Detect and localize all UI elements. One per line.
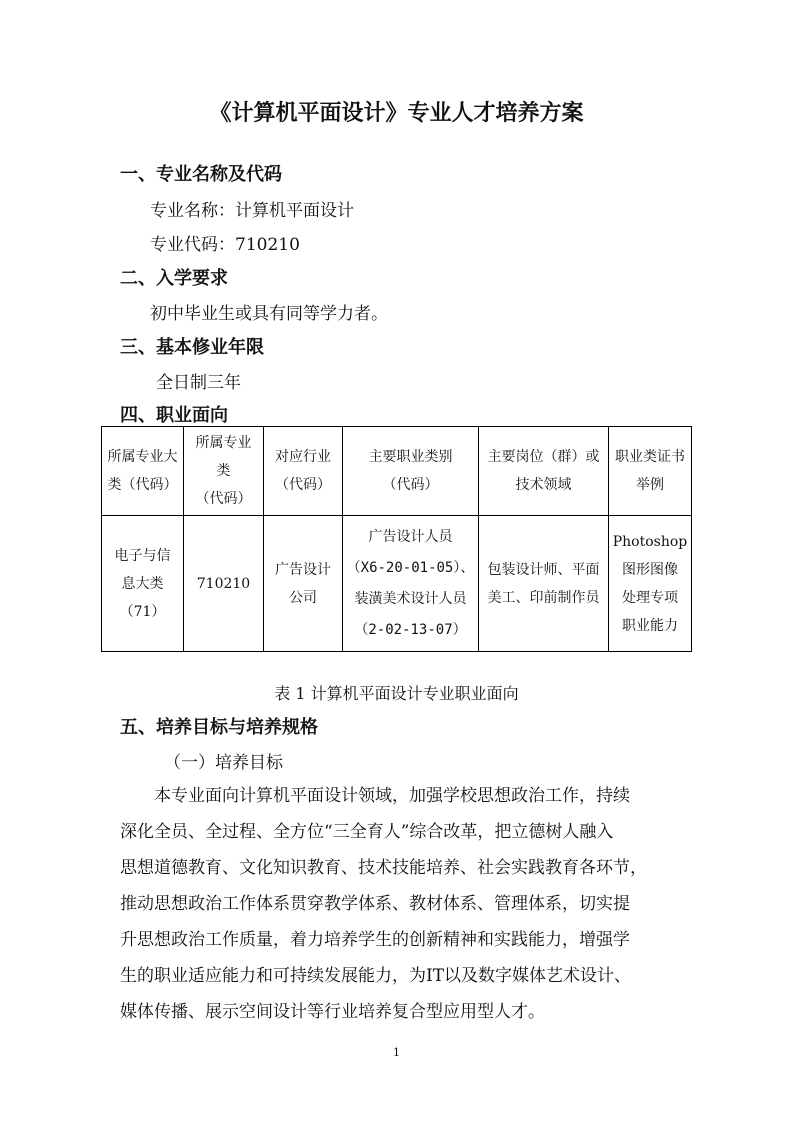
- header-cell: 主要岗位（群）或 技术领域: [479, 427, 609, 516]
- career-table: [101, 426, 692, 652]
- section-heading-goals: 五、培养目标与培养规格: [120, 717, 318, 738]
- duration-text: 全日制三年: [156, 373, 241, 393]
- paragraph-line: 媒体传播、展示空间设计等行业培养复合型应用型人才。: [120, 1002, 545, 1022]
- section-heading-career: 四、职业面向: [120, 405, 228, 426]
- page-number: 1: [393, 1046, 400, 1059]
- paragraph-line: 升思想政治工作质量，着力培养学生的创新精神和实践能力，增强学: [120, 930, 630, 950]
- header-cell: 所属专业 类 （代码）: [184, 427, 264, 516]
- table-cell: 广告设计人员 （X6-20-01-05）、 装潢美术设计人员 （2-02-13-07）: [343, 516, 479, 652]
- goals-paragraph: [120, 778, 680, 1030]
- table-cell: 包装设计师、平面 美工、印前制作员: [479, 516, 609, 652]
- header-cell: 职业类证书 举例: [609, 427, 692, 516]
- major-name-line: 专业名称：计算机平面设计: [150, 201, 354, 221]
- table-cell: Photoshop 图形图像 处理专项 职业能力: [609, 516, 692, 652]
- paragraph-line: 推动思想政治工作体系贯穿教学体系、教材体系、管理体系，切实提: [120, 894, 630, 914]
- major-code-line: 专业代码：710210: [150, 235, 300, 255]
- section-heading-name-code: 一、专业名称及代码: [120, 164, 282, 185]
- table-cell: 广告设计 公司: [264, 516, 343, 652]
- subheading-goals: （一）培养目标: [164, 753, 283, 773]
- paragraph-line: 本专业面向计算机平面设计领域，加强学校思想政治工作，持续: [120, 786, 630, 806]
- table-cell: 电子与信 息大类 （71）: [102, 516, 184, 652]
- header-cell: 主要职业类别 （代码）: [343, 427, 479, 516]
- paragraph-line: 生的职业适应能力和可持续发展能力，为IT以及数字媒体艺术设计、: [120, 966, 632, 986]
- table-header-row: [102, 427, 692, 516]
- table-caption: 表 1 计算机平面设计专业职业面向: [274, 684, 519, 703]
- paragraph-line: 思想道德教育、文化知识教育、技术技能培养、社会实践教育各环节，: [120, 858, 647, 878]
- paragraph-line: 深化全员、全过程、全方位“三全育人”综合改革，把立德树人融入: [120, 822, 614, 842]
- admission-text: 初中毕业生或具有同等学力者。: [150, 304, 388, 324]
- section-heading-duration: 三、基本修业年限: [120, 337, 264, 358]
- header-cell: 所属专业大 类（代码）: [102, 427, 184, 516]
- table-row: [102, 516, 692, 652]
- document-title: 《计算机平面设计》专业人才培养方案: [209, 101, 584, 126]
- table-cell: 710210: [184, 516, 264, 652]
- header-cell: 对应行业 （代码）: [264, 427, 343, 516]
- section-heading-admission: 二、入学要求: [120, 268, 228, 289]
